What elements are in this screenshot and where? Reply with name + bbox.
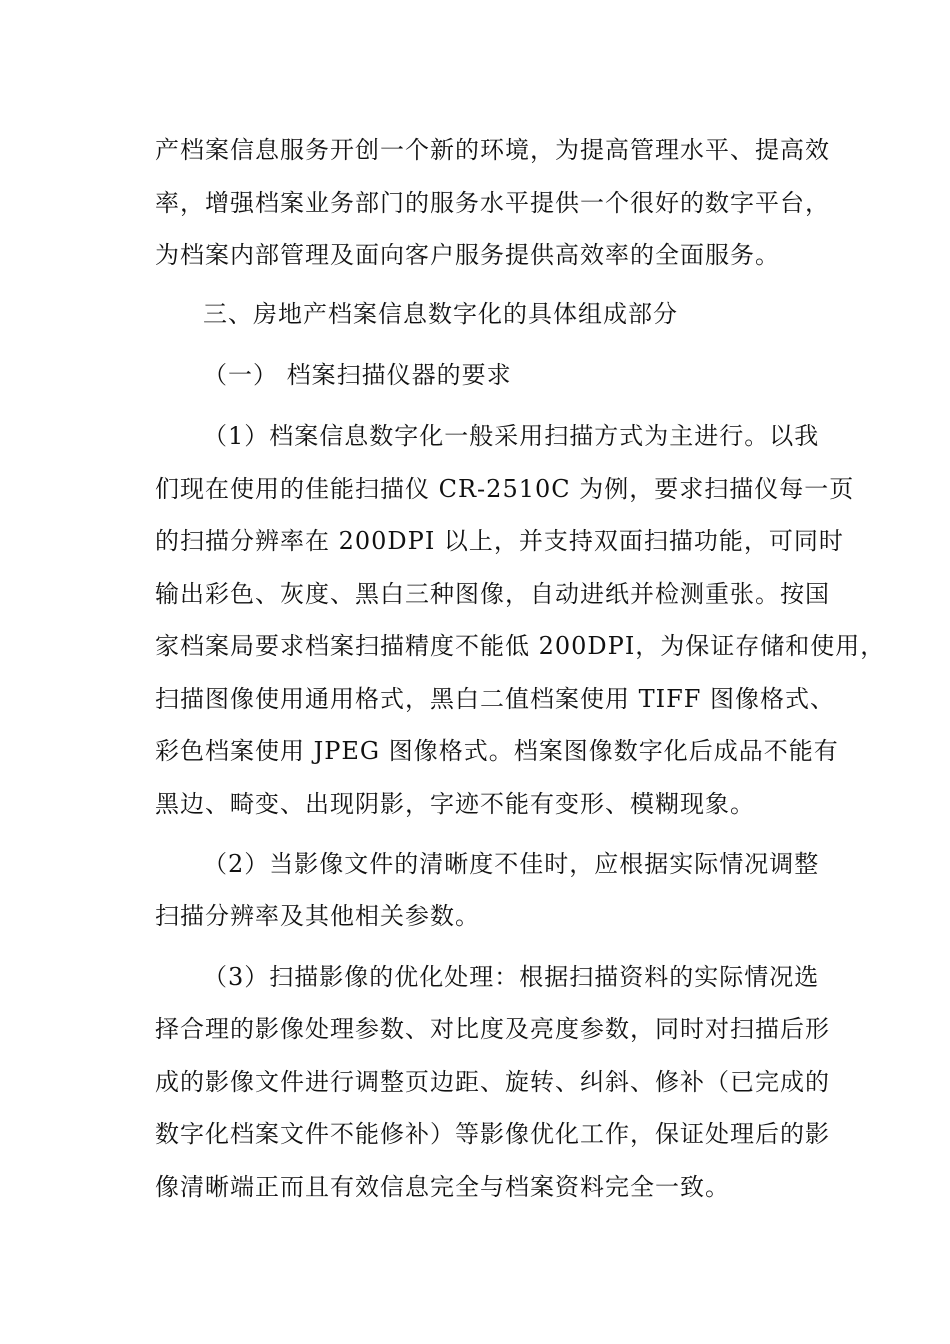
paragraph-line: 扫描图像使用通用格式，黑白二值档案使用 TIFF 图像格式、 [155, 685, 836, 713]
section-heading: 三、房地产档案信息数字化的具体组成部分 [203, 300, 678, 328]
paragraph-line: 为档案内部管理及面向客户服务提供高效率的全面服务。 [155, 241, 780, 269]
paragraph-line: 像清晰端正而且有效信息完全与档案资料完全一致。 [155, 1173, 730, 1201]
paragraph-line: 扫描分辨率及其他相关参数。 [155, 902, 480, 930]
paragraph-line: 数字化档案文件不能修补）等影像优化工作，保证处理后的影 [155, 1120, 830, 1148]
paragraph-line: 家档案局要求档案扫描精度不能低 200DPI，为保证存储和使用， [155, 632, 886, 660]
paragraph-line: （3）扫描影像的优化处理：根据扫描资料的实际情况选 [203, 963, 820, 991]
paragraph-line: 产档案信息服务开创一个新的环境，为提高管理水平、提高效 [155, 136, 830, 164]
paragraph-line: 输出彩色、灰度、黑白三种图像，自动进纸并检测重张。按国 [155, 580, 830, 608]
paragraph-line: 率，增强档案业务部门的服务水平提供一个很好的数字平台， [155, 189, 830, 217]
paragraph-line: （1）档案信息数字化一般采用扫描方式为主进行。以我 [203, 422, 820, 450]
paragraph-line: 成的影像文件进行调整页边距、旋转、纠斜、修补（已完成的 [155, 1068, 830, 1096]
paragraph-line: 彩色档案使用 JPEG 图像格式。档案图像数字化后成品不能有 [155, 737, 839, 765]
paragraph-line: （2）当影像文件的清晰度不佳时，应根据实际情况调整 [203, 850, 820, 878]
paragraph-line: 黑边、畸变、出现阴影，字迹不能有变形、模糊现象。 [155, 790, 755, 818]
paragraph-line: 的扫描分辨率在 200DPI 以上，并支持双面扫描功能，可同时 [155, 527, 844, 555]
paragraph-line: 择合理的影像处理参数、对比度及亮度参数，同时对扫描后形 [155, 1015, 830, 1043]
paragraph-line: 们现在使用的佳能扫描仪 CR-2510C 为例，要求扫描仪每一页 [155, 475, 855, 503]
subsection-heading: （一） 档案扫描仪器的要求 [203, 361, 512, 389]
